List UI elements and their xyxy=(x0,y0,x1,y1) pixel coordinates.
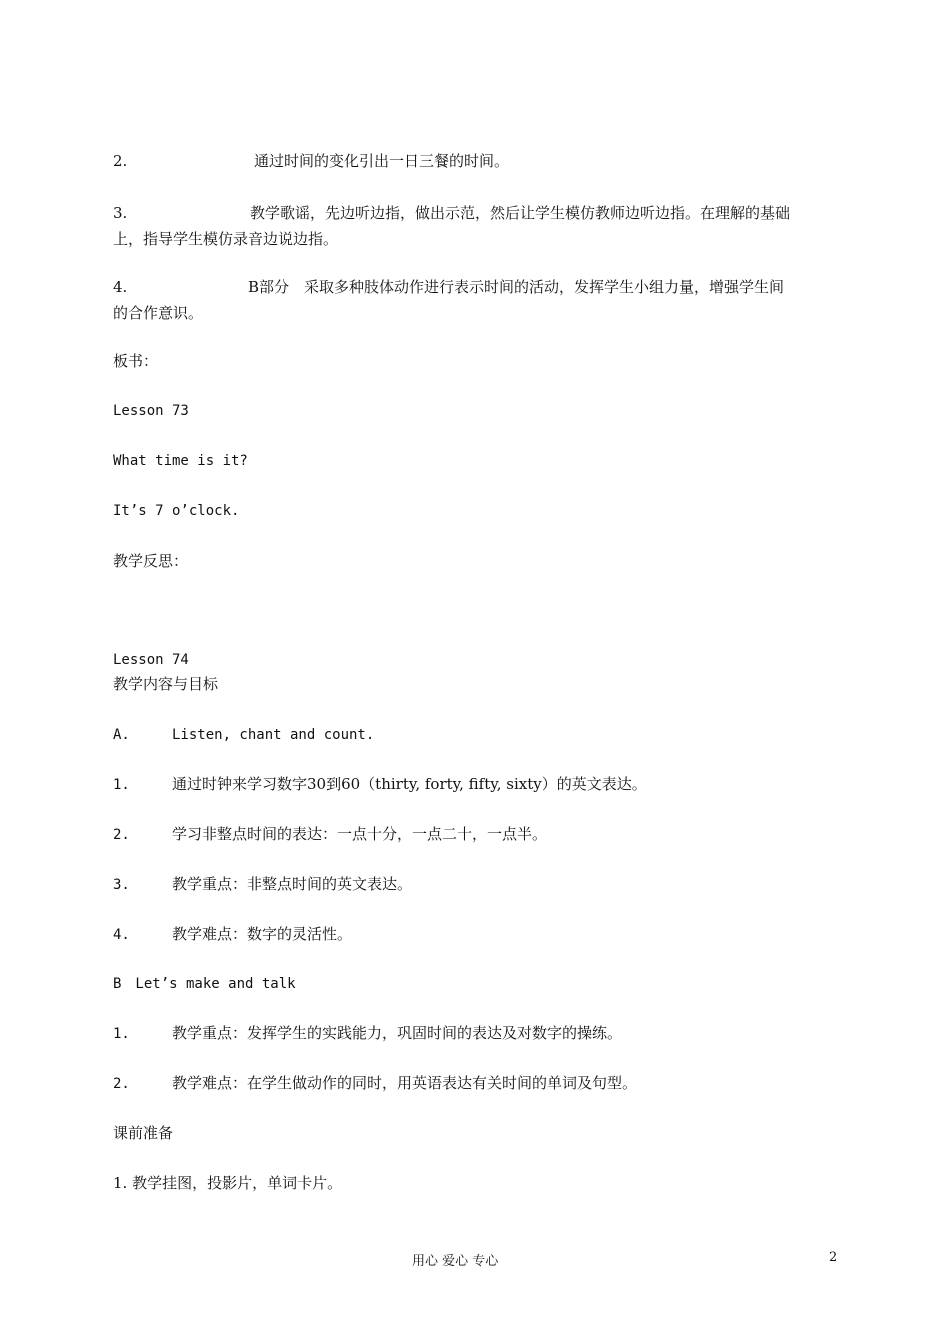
prep-item-1: 1. 教学挂图，投影片，单词卡片。 xyxy=(113,1174,343,1192)
part-a-item-2: 2. 学习非整点时间的表达：一点十分，一点二十，一点半。 xyxy=(113,825,548,843)
part-a-heading: A. Listen, chant and count. xyxy=(113,727,375,743)
lesson-subtitle: 教学内容与目标 xyxy=(113,675,219,693)
board-heading: 板书： xyxy=(113,352,159,370)
list-item-4: 4. B部分 采取多种肢体动作进行表示时间的活动，发挥学生小组力量，增强学生间 的合作意识。 xyxy=(113,278,785,322)
part-a-item-1: 1. 通过时钟来学习数字30到60（thirty, forty, fifty, sixty）的英文表达。 xyxy=(113,775,647,793)
page-number: 2 xyxy=(829,1250,838,1265)
board-line-lesson: Lesson 73 xyxy=(113,403,189,419)
footer-motto: 用心 爱心 专心 xyxy=(412,1254,499,1269)
part-b-item-1: 1. 教学重点：发挥学生的实践能力，巩固时间的表达及对数字的操练。 xyxy=(113,1024,623,1042)
board-line-question: What time is it? xyxy=(113,453,248,469)
part-a-item-4: 4. 教学难点：数字的灵活性。 xyxy=(113,925,353,943)
part-b-heading: B Let’s make and talk xyxy=(113,976,296,992)
board-line-answer: It’s 7 o’clock. xyxy=(113,503,240,519)
lesson-title: Lesson 74 xyxy=(113,652,189,668)
part-a-item-3: 3. 教学重点：非整点时间的英文表达。 xyxy=(113,875,413,893)
list-item-2: 2. 通过时间的变化引出一日三餐的时间。 xyxy=(113,152,510,170)
reflection-heading: 教学反思： xyxy=(113,552,189,570)
part-b-item-2: 2. 教学难点：在学生做动作的同时，用英语表达有关时间的单词及句型。 xyxy=(113,1074,638,1092)
list-item-3: 3. 教学歌谣，先边听边指，做出示范，然后让学生模仿教师边听边指。在理解的基础 上，指导学生模仿录音边说边指。 xyxy=(113,204,791,248)
prep-heading: 课前准备 xyxy=(113,1124,174,1142)
